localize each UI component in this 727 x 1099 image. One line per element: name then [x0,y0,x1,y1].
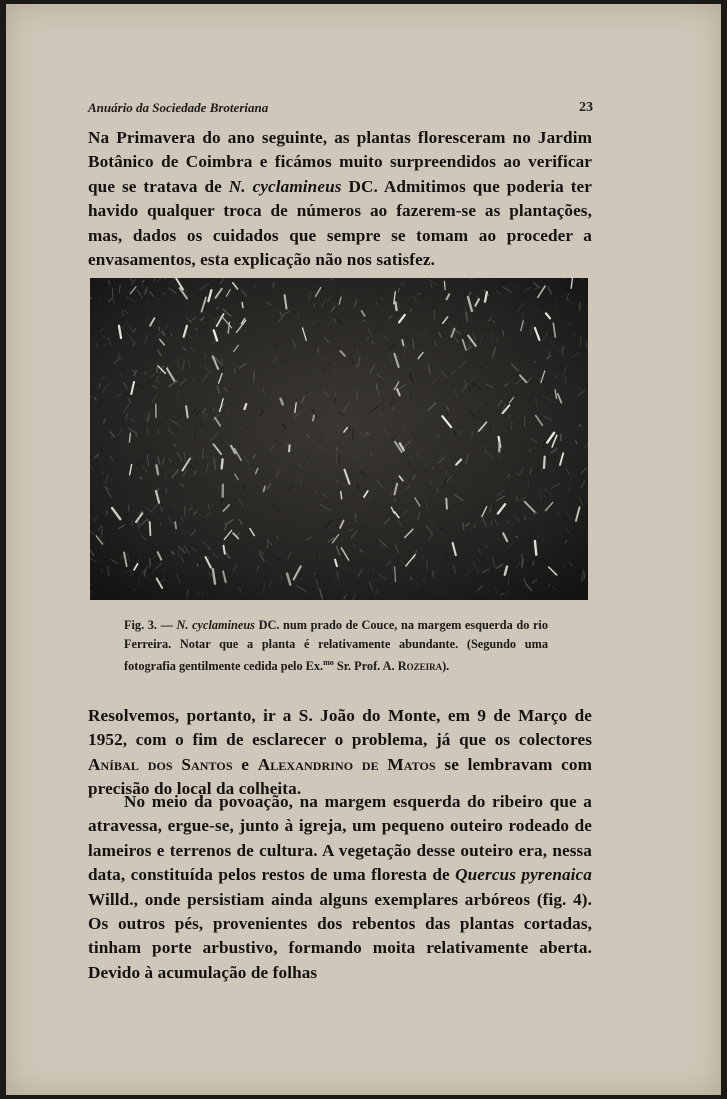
flower-mark [175,522,176,528]
flower-mark [444,281,445,289]
grass-blade [128,505,129,512]
figure-3-photograph [90,278,588,600]
grass-blade [145,569,146,577]
taxon-name: N. cyclamineus [228,176,342,196]
caption-author: Rozeira [397,658,443,673]
grass-blade [92,386,93,394]
taxon-name-quercus: Quercus pyrenaica [455,865,592,885]
grass-blade [171,333,172,337]
grass-blade [145,380,146,384]
flower-mark [129,433,130,442]
grass-blade [484,501,485,506]
flower-mark [224,546,225,554]
paragraph-2-part-1: Resolvemos, portanto, ir a S. João do Monte, em 9 de Março de 1952, com o fim de esclarecer o problema, já que os colectores [88,706,592,750]
paragraph-3-text [88,790,592,985]
grass-blade [158,428,159,434]
grass-blade [337,571,338,579]
meadow-photo [90,278,588,600]
flower-mark [242,303,243,308]
grass-blade [273,282,274,288]
flower-mark [264,486,265,491]
flower-mark [535,541,536,555]
grass-blade [337,447,338,450]
grass-blade [352,549,353,552]
grass-blade [536,398,537,406]
running-header [88,100,593,120]
flower-mark [396,302,397,310]
grass-blade [472,384,473,388]
grass-blade [187,589,188,598]
paragraph-2-conjunction: e [232,754,258,774]
figure-caption-text [124,616,548,675]
grass-blade [339,455,340,462]
journal-title: Anuário da Sociedade Broteriana [88,100,269,115]
paragraph-3 [88,790,592,985]
grass-blade [106,510,107,515]
collector-name-1: Aníbal dos Santos [88,754,233,774]
flower-mark [395,567,396,582]
grass-blade [510,538,511,548]
grass-blade [545,488,546,491]
flower-mark [222,459,223,468]
grass-blade [446,470,447,475]
paragraph-3-part-2: Willd., onde persistiam ainda alguns exemplares arbóreos (fig. 4). Os outros pés, provenientes dos rebentos das plantas cortadas, tinham porte arbustivo, formando moita relativamente aberta. Devido à acumulação de folhas [88,889,592,982]
flower-mark [446,499,447,509]
grass-blade [145,371,146,375]
caption-tail: Sr. Prof. A. [333,658,398,673]
grass-blade [101,569,102,574]
figure-caption [124,616,548,675]
paragraph-1 [88,126,592,272]
grass-blade [355,513,356,522]
grass-blade [377,384,378,390]
grass-blade [254,371,255,382]
grass-blade [101,526,102,538]
grass-blade [470,280,471,287]
grass-blade [388,433,389,437]
flower-mark [289,445,290,451]
grass-blade [317,551,318,559]
grass-blade [136,434,137,437]
flower-mark [544,457,545,468]
paragraph-2-text [88,704,592,802]
grass-blade [472,432,473,437]
caption-prefix: Fig. 3. — [124,618,177,632]
caption-superscript: mo [323,657,334,667]
grass-blade [186,562,187,569]
paragraph-3-part-1: No meio da povoação, na margem esquerda do ribeiro que a atravessa, ergue-se, junto à igreja, um pequeno outeiro rodeado de lameiros e terrenos de cultura. A vegetação desse outeiro era, nessa data, constituída pelos restos de uma floresta de [88,792,592,885]
flower-mark [341,492,342,499]
caption-end: ). [442,658,450,673]
grass-blade [562,366,563,373]
page-number: 23 [579,100,593,115]
grass-blade [547,391,548,395]
grass-blade [356,363,357,369]
paragraph-2-part-2: se lembravam com precisão do local da colheita. [88,754,593,799]
grass-blade [235,368,236,374]
grass-blade [112,287,113,299]
paragraph-2 [88,704,592,802]
flower-mark [150,522,151,535]
grass-blade [159,327,160,331]
flower-mark [313,415,314,420]
grass-blade [567,440,568,443]
paragraph-1-part-1: Na Primavera do ano seguinte, as plantas floresceram no Jardim Botânico de Coimbra e ficámos muito surpreendidos ao verificar que se tratava de [88,128,592,196]
paragraph-1-text [88,126,592,272]
flower-mark [245,404,247,409]
grass-blade [463,523,464,530]
book-page [6,4,721,1095]
grass-blade [157,364,158,373]
collector-name-2: Alexandrino de Matos [257,754,436,774]
paragraph-1-part-2: DC. Admitimos que poderia ter havido qualquer troca de números ao fazerem-se as plantações, mas, dados os cuidados que sempre se tomam ao proceder a envasamentos, esta explicação não nos satisfez. [88,176,592,270]
grass-blade [103,408,104,412]
grass-blade [207,500,208,504]
grass-blade [318,347,319,352]
caption-body: DC. num prado de Couce, na margem esquerda do rio Ferreira. Notar que a planta é relativamente abundante. (Segundo uma fotografia gentilmente cedida pelo Ex. [124,618,548,673]
grass-blade [314,304,315,307]
caption-taxon: N. cyclamineus [176,618,255,632]
